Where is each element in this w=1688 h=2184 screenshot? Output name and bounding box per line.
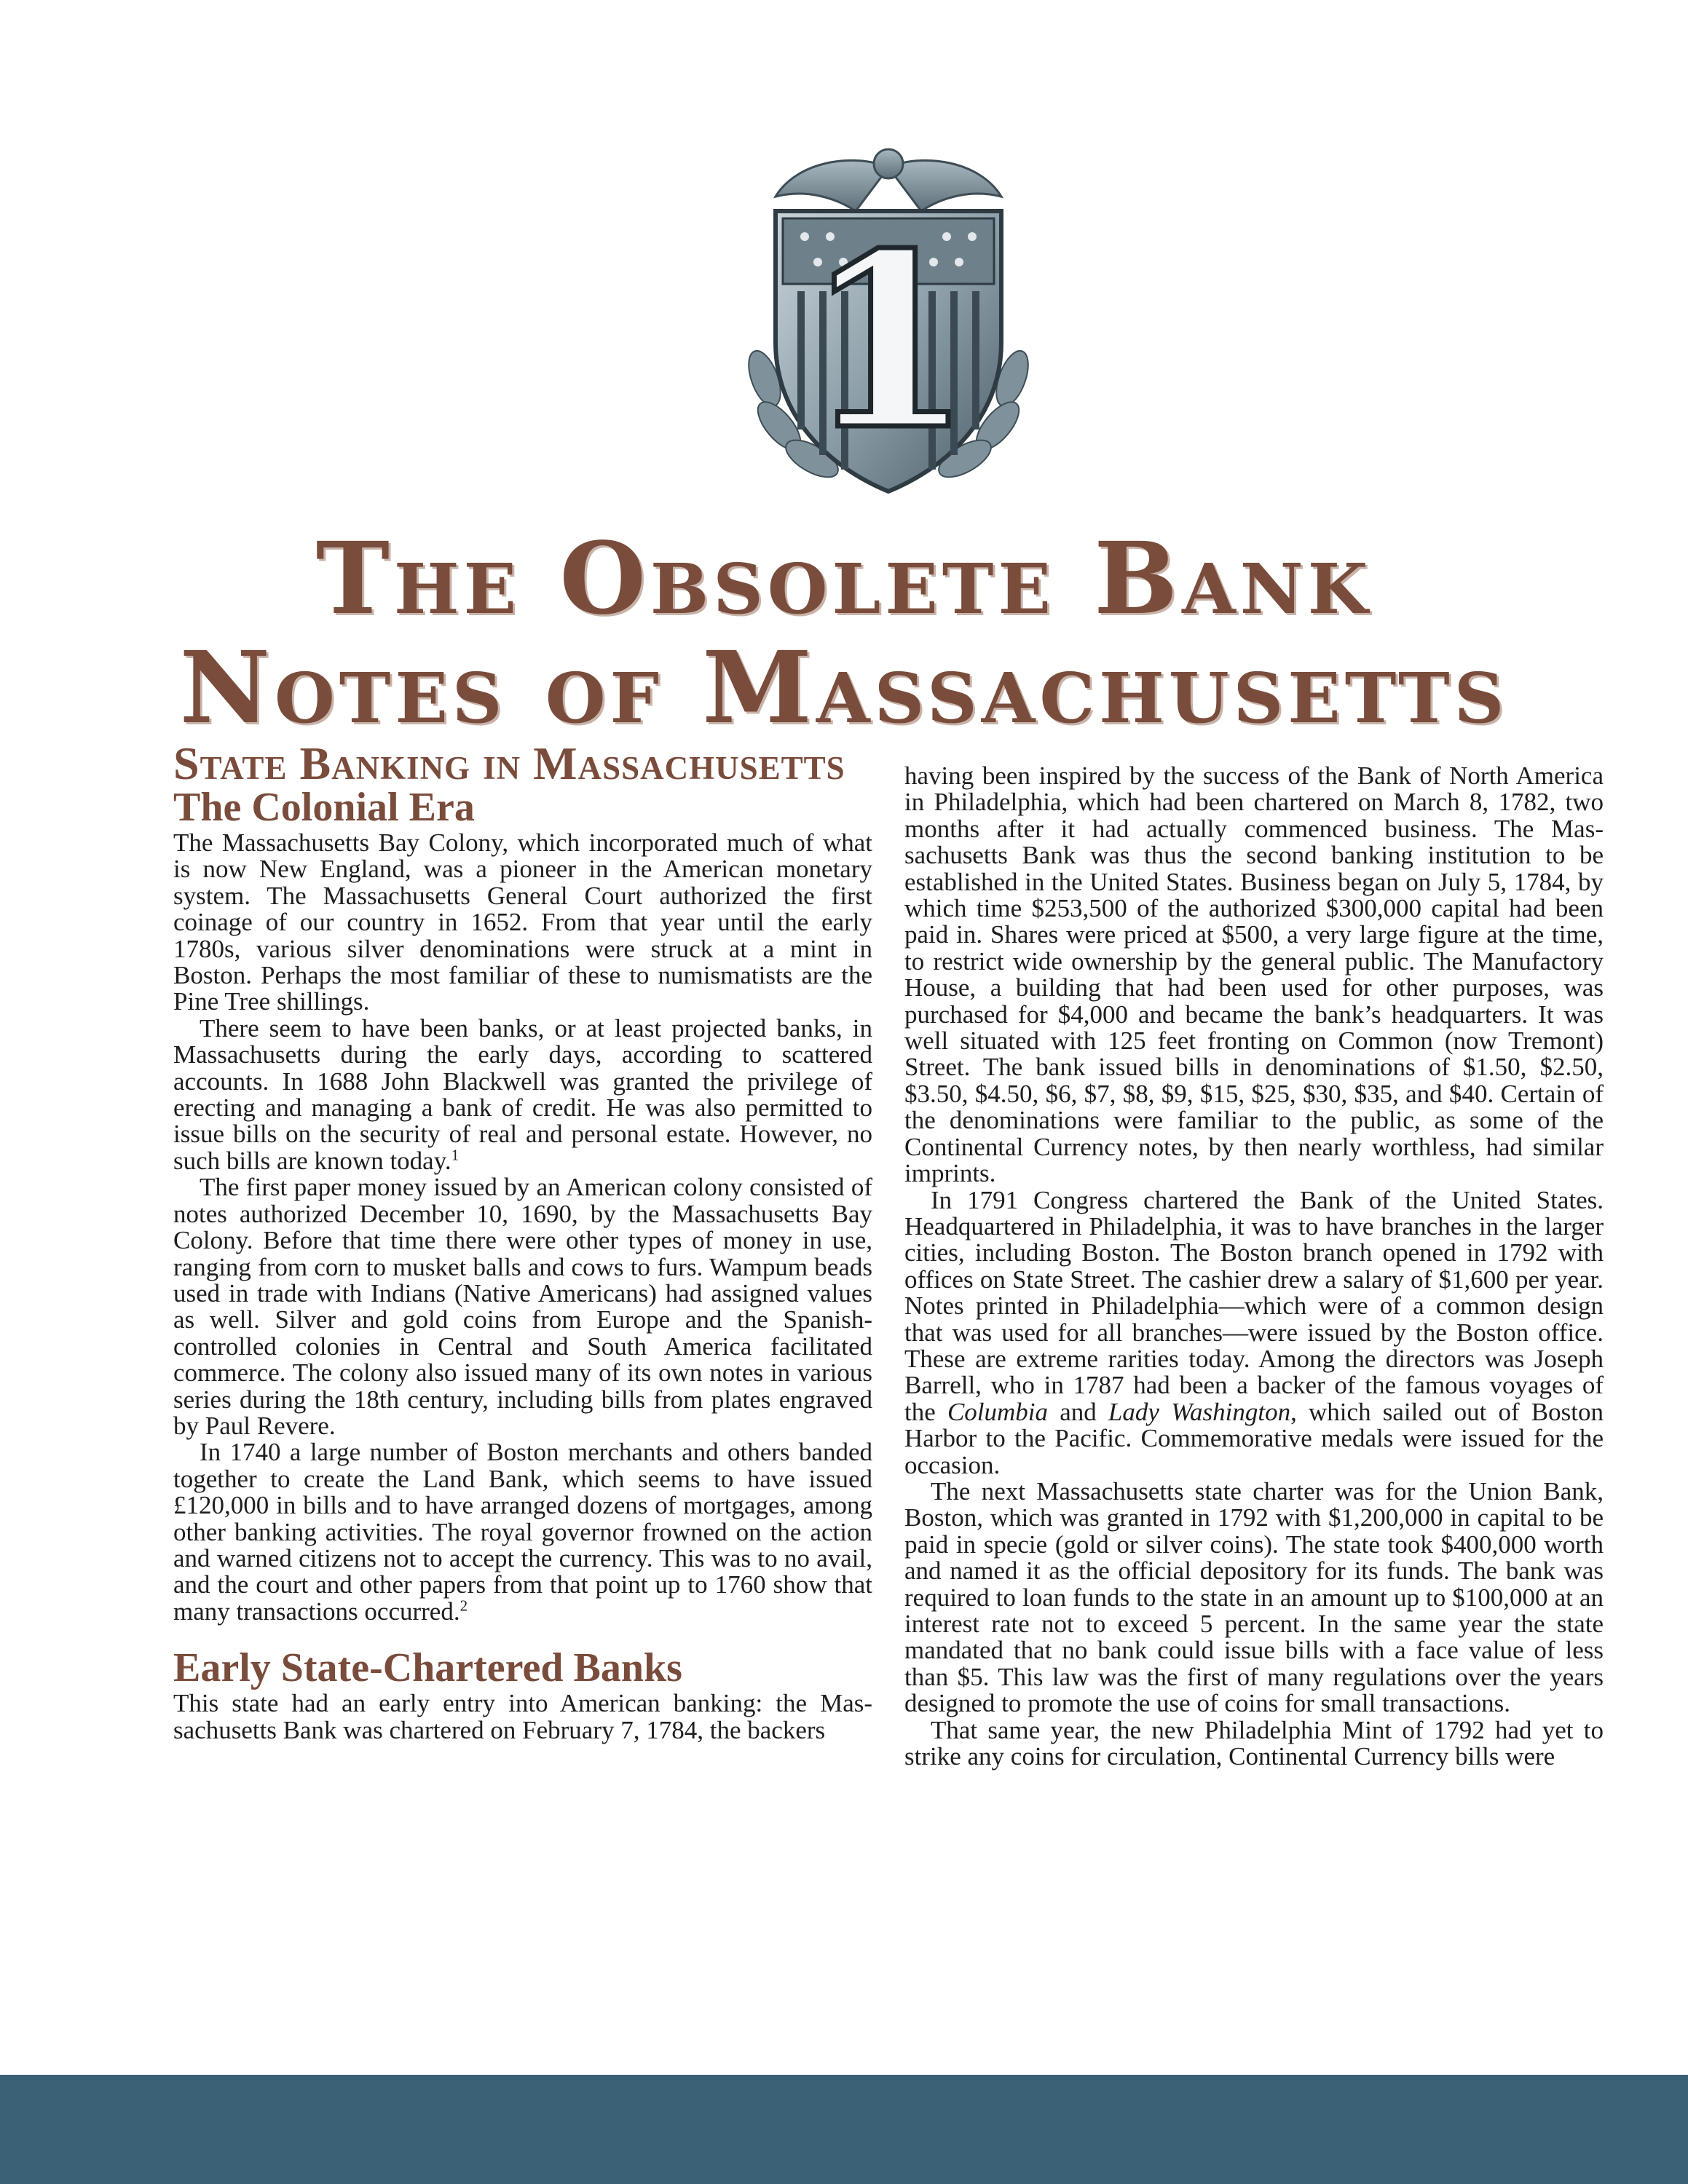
subheading-early-banks: Early State-Chartered Banks [173,1645,682,1691]
paragraph-text: , which sailed out of Boston Harbor to the Pacific. Commemorative medals were issued for the occasion. [904,1397,1604,1479]
paragraph-text: There seem to have been banks, or at least projected banks, in Massachusetts during the early days, according to scattered accounts. In 1688 John Blackwell was granted the privilege of erecting and managing a bank of credit. He was also permitted to issue bills on the security of real and personal estate. However, no such bills are known today. [173,1013,872,1175]
paragraph [173,1439,872,1625]
footnote-ref: 1 [451,1146,460,1164]
shield-emblem-icon [732,138,1045,502]
paragraph: This state had an early entry into American banking: the Massachusetts Bank was chartered on February 7, 1784, the backers [173,1689,872,1744]
emblem-numeral: 1 [805,200,972,483]
footer-band [0,2075,1688,2184]
title-line-2: Notes of Massachusetts [179,630,1509,746]
paragraph: The first paper money issued by an American colony consisted of notes authorized December 10, 1690, by the Massachusetts Bay Colony. Before that time there were other types of money in use, ranging from corn to musket balls and cows to furs. Wampum beads used in trade with Indians (Native Americans) had assigned values as well. Silver and gold coins from Europe and the Spanish-controlled colonies in Central and South America facilitated commerce. The colony also issued many of its own notes in various series during the 18th century, including bills from plates engraved by Paul Revere. [173,1173,872,1440]
paragraph-text: and [1048,1397,1108,1426]
subheading-colonial-era: The Colonial Era [173,785,475,830]
paragraph-text: In 1740 a large number of Boston merchants and others banded together to create the Land Bank, which seems to have issued £120,000 in bills and to have arranged dozens of mortgages, among other banking activities. The royal governor frowned on the action and warned citizens not to accept the currency. This was to no avail, and the court and other papers from that point up to 1760 show that many transactions occurred. [173,1438,872,1626]
ship-name: Columbia [947,1397,1049,1426]
paragraph [904,1187,1604,1479]
paragraph: That same year, the new Philadelphia Mint of 1792 had yet to strike any coins for circulation, Continental Currency bills were [904,1715,1604,1771]
paragraph: having been inspired by the success of the Bank of North America in Philadelphia, which had been chartered on March 8, 1782, two months after it had actually commenced business. The Massachusetts Bank was thus the second banking institution to be established in the United States. Business began on July 5, 1784, by which time $253,500 of the authorized $300,000 capital had been paid in. Shares were priced at $500, a very large figure at the time, to restrict wide ownership by the general public. The Manufactory House, a building that had been used for other purposes, was purchased for $4,000 and became the bank’s headquarters. It was well situated with 125 feet fronting on Common (now Tremont) Street. The bank issued bills in denominations of $1.50, $2.50, $3.50, $4.50, $6, $7, $8, $9, $15, $25, $30, $35, and $40. Certain of the denominations were familiar to the public, as some of the Continental Currency notes, by then nearly worthless, had similar imprints. [904,761,1604,1188]
left-column [173,737,872,1744]
paragraph: The next Massachusetts state charter was for the Union Bank, Boston, which was granted in 1792 with $1,200,000 in capital to be paid in specie (gold or silver coins). The state took $400,000 worth and named it as the official depository for its funds. The bank was required to loan funds to the state in an amount up to $100,000 at an interest rate not to exceed 5 percent. In the same year the state mandated that no bank could issue bills with a face value of less than $5. This law was the first of many regulations over the years designed to promote the use of coins for small transactions. [904,1476,1604,1718]
section-heading: State Banking in Massachusetts [173,737,845,789]
ship-name: Lady Washington [1108,1397,1291,1426]
title-line-1: The Obsolete Bank [315,521,1373,637]
footnote-ref: 2 [460,1597,468,1615]
paragraph [173,1013,872,1175]
paragraph: The Massachusetts Bay Colony, which incorporated much of what is now New England, was a pioneer in the American monetary system. The Massachusetts General Court authorized the first coinage of our country in 1652. From that year until the early 1780s, various silver denominations were struck at a mint in Boston. Perhaps the most familiar of these to numismatists are the Pine Tree shillings. [173,828,872,1016]
paragraph-text: In 1791 Congress chartered the Bank of the United States. Headquartered in Philadelphia, it was to have branches in the larger cities, including Boston. The Boston branch opened in 1792 with offices on State Street. The cashier drew a salary of $1,600 per year. Notes printed in Philadelphia—which were of a common design that was used for all branches—were issued by the Boston office. These are extreme rarities today. Among the directors was Joseph Barrell, who in 1787 had been a backer of the famous voyages of the [904,1185,1604,1426]
page-title [0,521,1688,746]
right-column [904,763,1604,1770]
